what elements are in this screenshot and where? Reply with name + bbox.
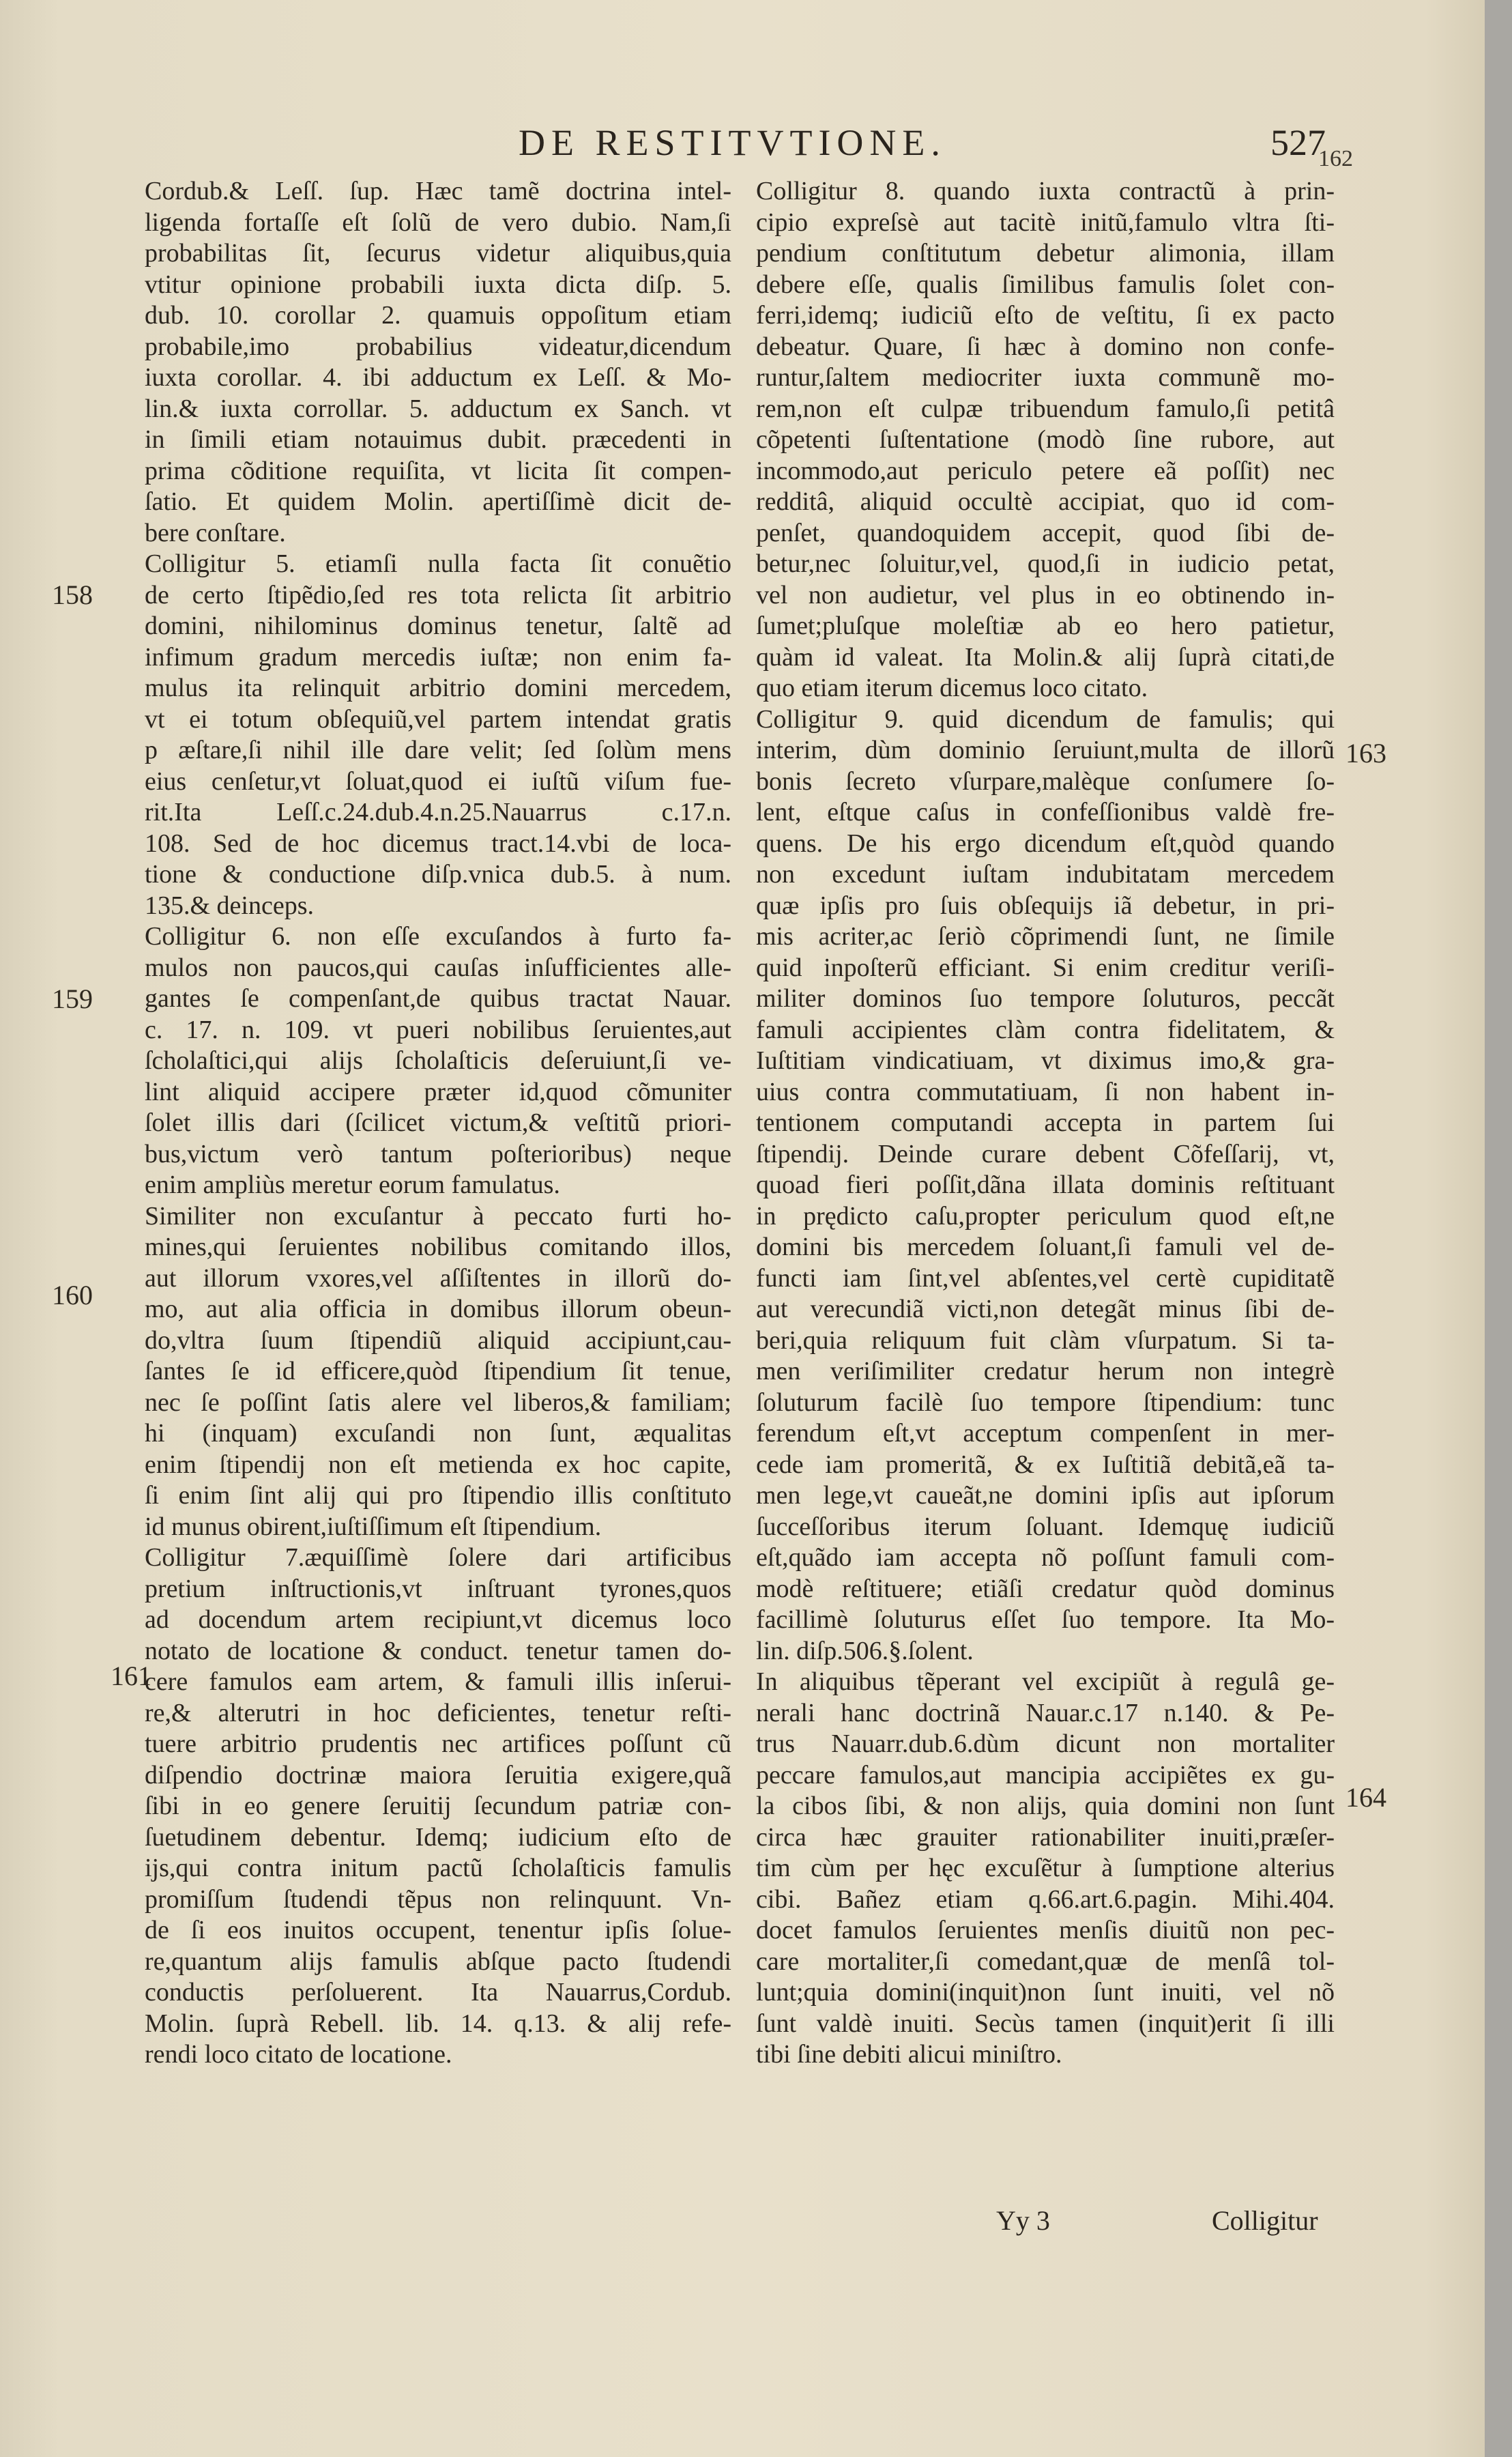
page-footer <box>0 2204 1485 2245</box>
text-line: peccare famulos,aut mancipia accipiẽtes ex gu- <box>756 1760 1335 1790</box>
text-line: lin. diſp.506.§.ſolent. <box>756 1636 974 1665</box>
text-line: trus Nauarr.dub.6.dùm dicunt non mortaliter <box>756 1729 1335 1758</box>
text-line: ad docendum artem recipiunt,vt dicemus loco <box>145 1605 731 1634</box>
text-line: ſunt valdè inuiti. Secùs tamen (inquit)erit ſi illi <box>756 2009 1335 2038</box>
text-line: non excedunt iuſtam indubitatam mercedem <box>756 860 1335 889</box>
text-line: Cordub.& Leſſ. ſup. Hæc tamẽ doctrina intel- <box>145 177 731 205</box>
text-line: re,& alterutri in hoc deficientes, tenetur reſti- <box>145 1698 731 1727</box>
text-line: 108. Sed de hoc dicemus tract.14.vbi de loca- <box>145 829 731 858</box>
text-line: in prędicto caſu,propter periculum quod eſt,ne <box>756 1201 1335 1231</box>
right-text-column <box>756 176 1335 2071</box>
text-line: quens. De his ergo dicendum eſt,quòd quando <box>756 829 1335 858</box>
text-line: c. 17. n. 109. vt pueri nobilibus ſeruientes,aut <box>145 1015 731 1044</box>
text-line: care mortaliter,ſi comedant,quæ de menſâ tol- <box>756 1946 1335 1976</box>
text-line: in ſimili etiam notauimus dubit. præcedenti in <box>145 425 731 454</box>
signature-mark: Yy 3 <box>996 2205 1050 2236</box>
text-line: mis acriter,ac ſeriò cõprimendi ſunt, ne ſimile <box>756 922 1335 951</box>
text-line: cipio expreſsè aut tacitè initũ,famulo vltra ſti- <box>756 207 1335 237</box>
text-line: redditâ, aliquid occultè accipiat, quo id com- <box>756 487 1335 516</box>
folio-number: 527 <box>1270 122 1326 163</box>
text-line: vt ei totum obſequiũ,vel partem intendat gratis <box>145 704 731 734</box>
text-line: ſtipendij. Deinde curare debent Cõfeſſarij, vt, <box>756 1139 1335 1168</box>
text-line: p æſtare,ſi nihil ille dare velit; ſed ſolùm mens <box>145 736 731 764</box>
text-line: ſi enim ſint alij qui pro ſtipendio illis conſtituto <box>145 1481 731 1510</box>
text-line: penſet, quandoquidem accepit, quod ſibi de- <box>756 518 1335 547</box>
text-line: lunt;quia domini(inquit)non ſunt inuiti, vel nõ <box>756 1978 1335 2007</box>
text-line: enim ampliùs meretur eorum famulatus. <box>145 1170 560 1199</box>
text-line: lin.& iuxta corrollar. 5. adductum ex Sanch. vt <box>145 394 731 423</box>
text-line: beri,quia reliquum fuit clàm vſurpatum. Si ta- <box>756 1325 1335 1355</box>
text-line: ſoluturum facilè ſuo tempore ſtipendium: tunc <box>756 1388 1335 1417</box>
text-line: rem,non eſt culpæ tribuendum famulo,ſi petitâ <box>756 394 1335 423</box>
text-line: domini, nihilominus dominus tenetur, ſaltẽ ad <box>145 612 731 640</box>
text-line: cede iam promeritã, & ex Iuſtitiã debitã,eã ta- <box>756 1450 1335 1479</box>
text-line: tibi ſine debiti alicui miniſtro. <box>756 2040 1062 2069</box>
margin-number: 158 <box>52 579 93 610</box>
text-line: Iuſtitiam vindicatiuam, vt diximus imo,& gra- <box>756 1046 1335 1075</box>
text-line: enim ſtipendij non eſt metienda ex hoc capite, <box>145 1450 731 1479</box>
text-line: do,vltra ſuum ſtipendiũ aliquid accipiunt,cau- <box>145 1325 731 1355</box>
text-line: 135.& deinceps. <box>145 891 315 920</box>
text-line: Colligitur 6. non eſſe excuſandos à furto fa- <box>145 922 731 951</box>
text-line: tim cùm per hęc excuſẽtur à ſumptione alterius <box>756 1854 1335 1882</box>
text-line: tentionem computandi accepta in partem ſui <box>756 1108 1335 1137</box>
text-line: interim, dùm dominio ſeruiunt,multa de illorũ <box>756 736 1335 764</box>
text-line: ijs,qui contra initum pactũ ſcholaſticis famulis <box>145 1854 731 1882</box>
text-line: probabile,imo probabilius videatur,dicendum <box>145 332 731 361</box>
catchword: Colligitur <box>1212 2205 1318 2236</box>
text-line: vel non audietur, vel plus in eo obtinendo in- <box>756 580 1335 609</box>
text-line: betur,nec ſoluitur,vel, quod,ſi in iudicio petat, <box>756 549 1335 578</box>
text-line: ſibi in eo genere ſeruitij ſecundum patriæ con- <box>145 1792 731 1820</box>
text-line: runtur,ſaltem mediocriter iuxta communẽ mo- <box>756 363 1335 392</box>
text-line: uius contra commutatiuam, ſi non habent in- <box>756 1077 1335 1106</box>
text-line: mines,qui ſeruientes nobilibus comitando illos, <box>145 1233 731 1261</box>
text-line: pendium conſtitutum debetur alimonia, illam <box>756 239 1335 268</box>
text-line: debere eſſe, qualis ſimilibus famulis ſolet con- <box>756 270 1335 299</box>
margin-number: 160 <box>52 1280 93 1310</box>
margin-number: 159 <box>52 983 93 1014</box>
text-line: Colligitur 5. etiamſi nulla facta ſit conuẽtio <box>145 549 731 578</box>
text-line: nec ſe poſſint ſatis alere vel liberos,& familiam; <box>145 1388 731 1417</box>
text-line: hi (inquam) excuſandi non ſunt, æqualitas <box>145 1419 731 1448</box>
text-line: bonis ſecreto vſurpare,malèque conſumere ſo- <box>756 766 1335 796</box>
text-line: Colligitur 7.æquiſſimè ſolere dari artificibus <box>145 1543 731 1572</box>
text-line: quæ ipſis pro ſuis obſequijs iã debetur, in pri- <box>756 891 1335 920</box>
text-line: de ſi eos inuitos occupent, tenentur ipſis ſolue- <box>145 1916 731 1944</box>
text-line: probabilitas ſit, ſecurus videtur aliquibus,quia <box>145 239 731 268</box>
text-line: tuere arbitrio prudentis nec artifices poſſunt cũ <box>145 1729 731 1758</box>
text-line: ſumet;pluſque moleſtiæ ab eo hero patietur, <box>756 612 1335 640</box>
text-line: cõpetenti ſuſtentatione (modò ſine rubore, aut <box>756 425 1335 454</box>
text-line: notato de locatione & conduct. tenetur tamen do- <box>145 1636 731 1665</box>
text-line: ligenda fortaſſe eſt ſolũ de vero dubio. Nam,ſi <box>145 207 731 237</box>
text-line: pretium inſtructionis,vt inſtruant tyrones,quos <box>145 1574 731 1603</box>
text-line: ſolet illis dari (ſcilicet victum,& veſtitũ priori- <box>145 1108 731 1137</box>
text-line: id munus obirent,iuſtiſſimum eſt ſtipendium. <box>145 1512 602 1541</box>
text-line: eius cenſetur,vt ſoluat,quod ei iuſtũ viſum fue- <box>145 766 731 796</box>
text-line: re,quantum alijs famulis abſque pacto ſtudendi <box>145 1946 731 1976</box>
text-line: Colligitur 9. quid dicendum de famulis; qui <box>756 704 1335 734</box>
text-line: facillimè ſoluturus eſſet ſuo tempore. Ita Mo- <box>756 1605 1335 1634</box>
text-line: famuli accipientes clàm contra fidelitatem, & <box>756 1015 1335 1044</box>
text-line: iuxta corollar. 4. ibi adductum ex Leſſ. & Mo- <box>145 363 731 392</box>
text-line: bus,victum verò tantum poſterioribus) neque <box>145 1139 731 1168</box>
text-line: ferendum eſt,vt acceptum compenſent in mer- <box>756 1419 1335 1448</box>
text-line: Similiter non excuſantur à peccato furti ho- <box>145 1201 731 1231</box>
text-line: Molin. ſuprà Rebell. lib. 14. q.13. & alij refe- <box>145 2009 731 2038</box>
text-line: ſatio. Et quidem Molin. apertiſſimè dicit de- <box>145 487 731 516</box>
text-line: quoad fieri poſſit,dãna illata dominis reſtituant <box>756 1170 1335 1199</box>
text-line: dub. 10. corollar 2. quamuis oppoſitum etiam <box>145 301 731 330</box>
text-line: de certo ſtipẽdio,ſed res tota relicta ſit arbitrio <box>145 580 731 609</box>
text-line: men veriſimiliter credatur herum non integrè <box>756 1357 1335 1385</box>
text-line: men lege,vt caueãt,ne domini ipſis aut ipſorum <box>756 1481 1335 1510</box>
text-line: prima cõditione requiſita, vt licita ſit compen- <box>145 456 731 485</box>
text-line: quid inpoſterũ efficiant. Si enim creditur veriſi- <box>756 953 1335 982</box>
text-line: rendi loco citato de locatione. <box>145 2040 452 2069</box>
text-line: functi iam ſint,vel abſentes,vel certè cupiditatẽ <box>756 1263 1335 1293</box>
text-line: vtitur opinione probabili iuxta dicta diſp. 5. <box>145 270 731 299</box>
text-line: ſantes ſe id efficere,quòd ſtipendium ſit tenue, <box>145 1357 731 1385</box>
text-line: In aliquibus tẽperant vel excipiũt à regulâ ge- <box>756 1667 1335 1696</box>
text-line: debeatur. Quare, ſi hæc à domino non confe- <box>756 332 1335 361</box>
text-line: rit.Ita Leſſ.c.24.dub.4.n.25.Nauarrus c.17.n. <box>145 798 731 827</box>
margin-number: 163 <box>1346 738 1386 768</box>
text-line: tione & conductione diſp.vnica dub.5. à num. <box>145 860 731 889</box>
text-line: docet famulos ſeruientes menſis diuitũ non pec- <box>756 1916 1335 1944</box>
text-line: mulos non paucos,qui cauſas inſufficientes alle- <box>145 953 731 982</box>
text-line: mulus ita relinquit arbitrio domini mercedem, <box>145 674 731 702</box>
margin-number: 164 <box>1346 1782 1386 1813</box>
text-line: bere conſtare. <box>145 518 286 547</box>
left-text-column <box>145 176 731 2071</box>
text-line: Colligitur 8. quando iuxta contractũ à prin- <box>756 177 1335 205</box>
text-line: modè reſtituere; etiãſi credatur quòd dominus <box>756 1574 1335 1603</box>
text-line: ſuetudinem debentur. Idemq; iudicium eſto de <box>145 1822 731 1852</box>
page-header <box>0 121 1485 176</box>
text-line: ſcholaſtici,qui alijs ſcholaſticis deſeruiunt,ſi ve- <box>145 1046 731 1075</box>
text-line: circa hæc grauiter rationabiliter inuiti,præſer- <box>756 1822 1335 1852</box>
text-line: domini bis mercedem ſoluant,ſi famuli vel de- <box>756 1233 1335 1261</box>
text-line: promiſſum ſtudendi tẽpus non relinquunt. Vn- <box>145 1884 731 1914</box>
text-line: cere famulos eam artem, & famuli illis inſerui- <box>145 1667 731 1696</box>
text-line: ſucceſſoribus iterum ſoluant. Idemquę iudiciũ <box>756 1512 1335 1541</box>
text-line: la cibos ſibi, & non alijs, quia domini non ſunt <box>756 1792 1335 1820</box>
old-folio-number: 162 <box>1318 146 1353 171</box>
scan-background-edge <box>1485 0 1512 2457</box>
margin-number: 161 <box>111 1661 151 1691</box>
text-line: mo, aut alia officia in domibus illorum obeun- <box>145 1295 731 1323</box>
text-line: incommodo,aut periculo petere eã poſſit) nec <box>756 456 1335 485</box>
text-line: gantes ſe compenſant,de quibus tractat Nauar. <box>145 984 731 1013</box>
running-title: DE RESTITVTIONE. <box>519 122 946 163</box>
text-line: lint aliquid accipere præter id,quod cõmuniter <box>145 1077 731 1106</box>
text-line: eſt,quãdo iam accepta nõ poſſunt famuli com- <box>756 1543 1335 1572</box>
text-line: conductis perſoluerent. Ita Nauarrus,Cordub. <box>145 1978 731 2007</box>
text-line: cibi. Bañez etiam q.66.art.6.pagin. Mihi.404. <box>756 1884 1335 1914</box>
text-line: infimum gradum mercedis iuſtæ; non enim fa- <box>145 642 731 672</box>
text-line: diſpendio doctrinæ maiora ſeruitia exigere,quã <box>145 1760 731 1790</box>
text-line: quàm id valeat. Ita Molin.& alij ſuprà citati,de <box>756 642 1335 672</box>
text-line: nerali hanc doctrinã Nauar.c.17 n.140. & Pe- <box>756 1698 1335 1727</box>
text-line: quo etiam iterum dicemus loco citato. <box>756 674 1148 702</box>
text-line: lent, eſtque caſus in confeſſionibus valdè fre- <box>756 798 1335 827</box>
text-line: militer dominos ſuo tempore ſoluturos, peccãt <box>756 984 1335 1013</box>
text-line: aut illorum vxores,vel aſſiſtentes in illorũ do- <box>145 1263 731 1293</box>
text-line: aut verecundiã victi,non detegãt minus ſibi de- <box>756 1295 1335 1323</box>
text-line: ferri,idemq; iudiciũ eſto de veſtitu, ſi ex pacto <box>756 301 1335 330</box>
